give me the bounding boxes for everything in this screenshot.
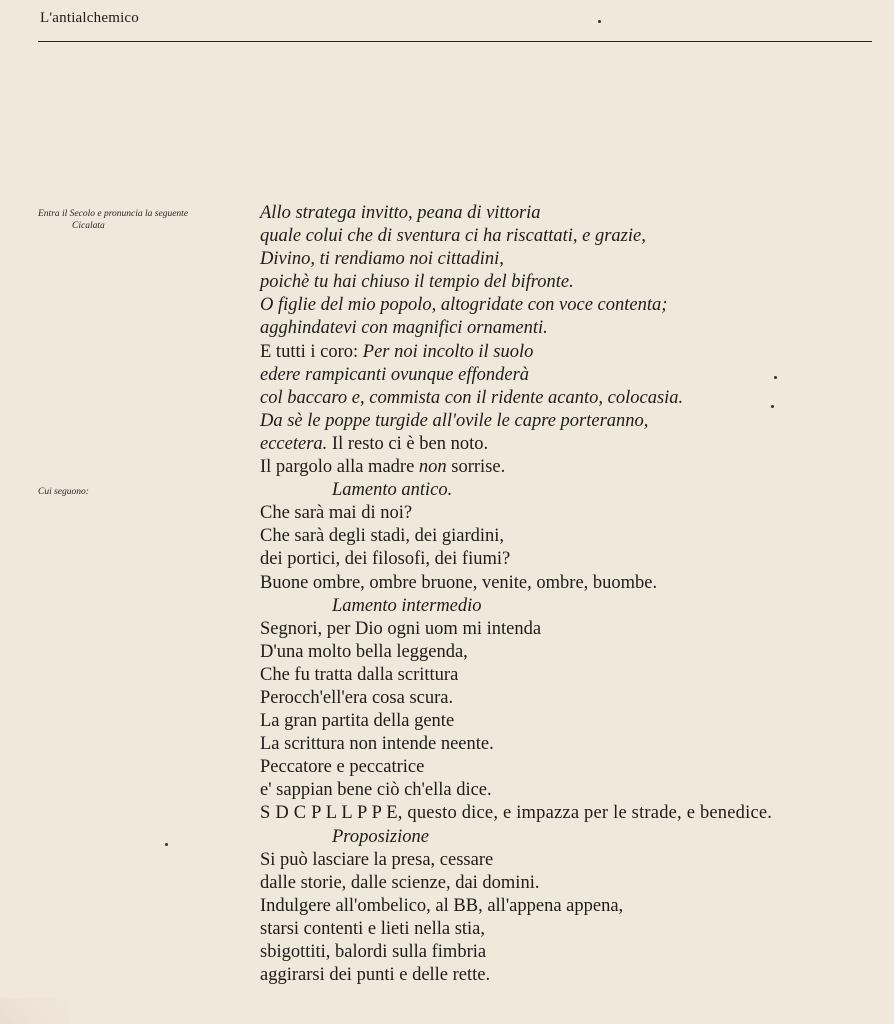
poem-text-italic: non — [418, 457, 447, 478]
poem-line: col baccaro e, commista con il ridente acanto, colocasia. — [260, 387, 684, 408]
poem-line: La gran partita della gente — [260, 711, 455, 732]
poem-line — [260, 341, 870, 364]
margin-note-entra — [38, 208, 238, 232]
poem-line: sbigottiti, balordi sulla fimbria — [260, 942, 487, 962]
poem-line: Che sarà mai di noi? — [260, 503, 413, 524]
poem-text-roman: sorrise. — [446, 457, 506, 478]
header-rule — [38, 41, 872, 42]
poem-line: dalle storie, dalle scienze, dai domini. — [260, 872, 540, 893]
margin-note-entra-line2: Cicalata — [72, 221, 105, 231]
poem-line: La scrittura non intende neente. — [260, 734, 494, 755]
poem-line: O figlie del mio popolo, altogridate con voce contenta; — [260, 295, 668, 316]
poem-line: aggirarsi dei punti e delle rette. — [260, 965, 491, 986]
poem-line: edere rampicanti ovunque effonderà — [260, 364, 530, 385]
poem-line: e' sappian bene ciò ch'ella dice. — [260, 780, 492, 801]
poem-line: dei portici, dei filosofi, dei fiumi? — [260, 549, 511, 570]
poem-text-roman: Il resto ci è ben noto. — [327, 433, 489, 454]
poem — [260, 202, 870, 987]
poem-line: D'una molto bella leggenda, — [260, 641, 468, 662]
section-heading-lamento-antico: Lamento antico. — [332, 480, 453, 501]
poem-line: Divino, ti rendiamo noi cittadini, — [260, 249, 504, 270]
poem-line: starsi contenti e lieti nella stia, — [260, 918, 486, 939]
poem-line: agghindatevi con magnifici ornamenti. — [260, 318, 548, 339]
poem-text-acronym: S D C P L L P P E, — [260, 803, 403, 824]
poem-text-italic: Per noi incolto il suolo — [362, 341, 534, 362]
page-corner-fade — [0, 998, 70, 1024]
margin-note-entra-line1: Entra il Secolo e pronuncia la seguente — [38, 209, 189, 219]
poem-line: Allo stratega invitto, peana di vittoria — [260, 203, 541, 223]
speck-top — [598, 20, 601, 23]
poem-text-roman: Il pargolo alla madre — [260, 457, 419, 478]
poem-line: poichè tu hai chiuso il tempio del bifronte. — [260, 272, 574, 293]
poem-line: Che sarà degli stadi, dei giardini, — [260, 526, 505, 547]
poem-line: quale colui che di sventura ci ha riscattati, e grazie, — [260, 226, 646, 247]
poem-line: Che fu tratta dalla scrittura — [260, 664, 459, 685]
poem-line — [260, 433, 870, 456]
poem-line: Buone ombre, ombre bruone, venite, ombre, buombe. — [260, 572, 658, 593]
poem-text-italic: eccetera. — [260, 433, 328, 454]
poem-line: Segnori, per Dio ogni uom mi intenda — [260, 618, 542, 639]
poem-text-roman: questo dice, e impazza per le strade, e benedice. — [402, 803, 773, 824]
poem-line — [260, 456, 870, 479]
poem-line: Indulgere all'ombelico, al BB, all'appena appena, — [260, 895, 624, 916]
section-heading-proposizione: Proposizione — [332, 826, 429, 847]
poem-line: Peccatore e peccatrice — [260, 757, 425, 778]
poem-line: Perocch'ell'era cosa scura. — [260, 687, 454, 708]
running-head: L'antialchemico — [40, 10, 139, 26]
margin-note-cui-seguono: Cui seguono: — [38, 487, 89, 497]
poem-line: Da sè le poppe turgide all'ovile le capre porteranno, — [260, 410, 649, 431]
speck-left — [165, 843, 168, 846]
poem-line: Si può lasciare la presa, cessare — [260, 849, 494, 870]
poem-text-roman: E tutti i coro: — [260, 341, 363, 362]
poem-line — [260, 802, 870, 825]
section-heading-lamento-intermedio: Lamento intermedio — [332, 595, 482, 616]
